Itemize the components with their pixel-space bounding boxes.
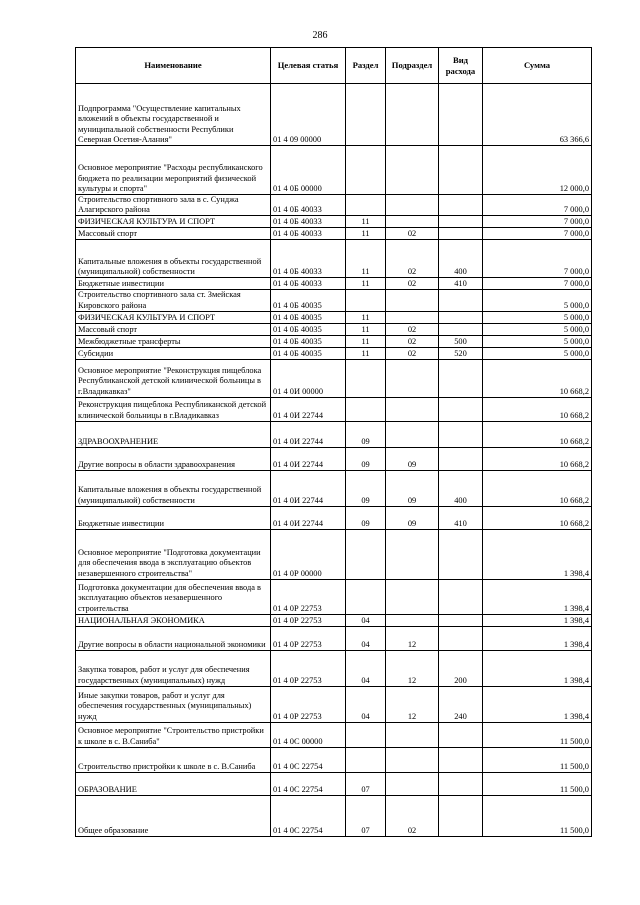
cell-code: 01 4 0И 00000 (271, 359, 346, 397)
cell-code: 01 4 0Б 40033 (271, 216, 346, 228)
cell-kind: 240 (439, 686, 483, 722)
cell-sum: 1 398,4 (483, 614, 592, 626)
cell-section (346, 195, 386, 216)
cell-name: Капитальные вложения в объекты государственной (муниципальной) собственности (76, 240, 271, 278)
cell-name: Общее образование (76, 795, 271, 836)
cell-sum: 12 000,0 (483, 146, 592, 195)
cell-subsection (386, 146, 439, 195)
cell-kind: 410 (439, 506, 483, 529)
cell-name: Капитальные вложения в объекты государственной (муниципальной) собственности (76, 470, 271, 506)
cell-sum: 11 500,0 (483, 772, 592, 795)
cell-kind: 400 (439, 470, 483, 506)
cell-section: 09 (346, 506, 386, 529)
cell-kind (439, 216, 483, 228)
table-row (76, 447, 592, 470)
cell-kind (439, 722, 483, 747)
cell-subsection: 02 (386, 228, 439, 240)
table-row (76, 359, 592, 397)
cell-section: 04 (346, 614, 386, 626)
cell-name: Другие вопросы в области национальной экономики (76, 626, 271, 650)
cell-section: 09 (346, 470, 386, 506)
cell-code: 01 4 0Б 40035 (271, 290, 346, 311)
cell-sum: 5 000,0 (483, 323, 592, 335)
budget-table (75, 47, 592, 837)
cell-code: 01 4 0Р 00000 (271, 529, 346, 579)
cell-name: Межбюджетные трансферты (76, 335, 271, 347)
cell-sum: 1 398,4 (483, 650, 592, 686)
cell-code: 01 4 0Р 22753 (271, 686, 346, 722)
cell-subsection (386, 722, 439, 747)
table-row (76, 228, 592, 240)
cell-sum: 10 668,2 (483, 506, 592, 529)
table-row (76, 216, 592, 228)
cell-kind (439, 579, 483, 614)
cell-kind (439, 772, 483, 795)
cell-code: 01 4 0И 22744 (271, 397, 346, 421)
cell-code: 01 4 0И 22744 (271, 447, 346, 470)
cell-name: ФИЗИЧЕСКАЯ КУЛЬТУРА И СПОРТ (76, 216, 271, 228)
cell-section (346, 359, 386, 397)
cell-kind (439, 747, 483, 772)
cell-subsection: 12 (386, 650, 439, 686)
cell-section (346, 290, 386, 311)
cell-subsection (386, 747, 439, 772)
cell-sum: 10 668,2 (483, 397, 592, 421)
cell-subsection: 09 (386, 470, 439, 506)
cell-kind (439, 795, 483, 836)
cell-subsection: 02 (386, 323, 439, 335)
cell-section (346, 529, 386, 579)
table-header-row (76, 48, 592, 84)
cell-code: 01 4 0Р 22753 (271, 579, 346, 614)
cell-code: 01 4 0И 22744 (271, 506, 346, 529)
table-row (76, 240, 592, 278)
table-row (76, 323, 592, 335)
cell-name: Подготовка документации для обеспечения ввода в эксплуатацию объектов незавершенного строительства (76, 579, 271, 614)
cell-kind: 410 (439, 278, 483, 290)
cell-name: ЗДРАВООХРАНЕНИЕ (76, 421, 271, 447)
header-section: Раздел (346, 48, 386, 84)
cell-sum: 7 000,0 (483, 278, 592, 290)
table-row (76, 397, 592, 421)
cell-sum: 11 500,0 (483, 747, 592, 772)
cell-subsection (386, 195, 439, 216)
cell-kind (439, 84, 483, 146)
cell-sum: 1 398,4 (483, 626, 592, 650)
cell-code: 01 4 0Б 40035 (271, 323, 346, 335)
cell-sum: 11 500,0 (483, 795, 592, 836)
cell-subsection (386, 397, 439, 421)
cell-subsection: 12 (386, 626, 439, 650)
cell-section (346, 579, 386, 614)
cell-sum: 7 000,0 (483, 240, 592, 278)
cell-name: Иные закупки товаров, работ и услуг для обеспечения государственных (муниципальных) нужд (76, 686, 271, 722)
table-row (76, 747, 592, 772)
cell-kind: 500 (439, 335, 483, 347)
table-row (76, 421, 592, 447)
header-code: Целевая статья (271, 48, 346, 84)
cell-name: ФИЗИЧЕСКАЯ КУЛЬТУРА И СПОРТ (76, 311, 271, 323)
cell-kind (439, 359, 483, 397)
cell-name: Основное мероприятие "Подготовка документации для обеспечения ввода в эксплуатацию объектов незавершенного строительства" (76, 529, 271, 579)
cell-section (346, 84, 386, 146)
cell-name: ОБРАЗОВАНИЕ (76, 772, 271, 795)
cell-sum: 10 668,2 (483, 470, 592, 506)
cell-kind (439, 228, 483, 240)
cell-name: Основное мероприятие "Реконструкция пищеблока Республиканской детской клинической больницы в г.Владикавказ" (76, 359, 271, 397)
header-name: Наименование (76, 48, 271, 84)
cell-name: Реконструкция пищеблока Республиканской детской клинической больницы в г.Владикавказ (76, 397, 271, 421)
cell-kind (439, 146, 483, 195)
cell-subsection (386, 579, 439, 614)
cell-code: 01 4 0Б 40033 (271, 195, 346, 216)
cell-subsection: 02 (386, 347, 439, 359)
table-row (76, 795, 592, 836)
table-row (76, 290, 592, 311)
cell-section (346, 747, 386, 772)
cell-subsection (386, 290, 439, 311)
table-row (76, 278, 592, 290)
cell-code: 01 4 0Б 00000 (271, 146, 346, 195)
cell-name: Подпрограмма "Осуществление капитальных вложений в объекты государственной и муниципальной собственности Республики Северная Осетия-Алания" (76, 84, 271, 146)
cell-section (346, 397, 386, 421)
cell-kind (439, 447, 483, 470)
cell-code: 01 4 0С 22754 (271, 747, 346, 772)
cell-code: 01 4 0Б 40033 (271, 240, 346, 278)
cell-sum: 5 000,0 (483, 290, 592, 311)
table-row (76, 347, 592, 359)
cell-code: 01 4 0Б 40033 (271, 228, 346, 240)
cell-kind (439, 323, 483, 335)
cell-code: 01 4 0Р 22753 (271, 626, 346, 650)
cell-subsection: 02 (386, 335, 439, 347)
cell-code: 01 4 0Р 22753 (271, 614, 346, 626)
cell-section: 11 (346, 335, 386, 347)
cell-code: 01 4 0Б 40033 (271, 278, 346, 290)
cell-subsection (386, 216, 439, 228)
cell-code: 01 4 0И 22744 (271, 421, 346, 447)
table-row (76, 470, 592, 506)
cell-sum: 1 398,4 (483, 529, 592, 579)
cell-subsection (386, 421, 439, 447)
cell-sum: 10 668,2 (483, 359, 592, 397)
table-row (76, 772, 592, 795)
cell-code: 01 4 0С 22754 (271, 772, 346, 795)
cell-code: 01 4 0Б 40035 (271, 335, 346, 347)
cell-sum: 63 366,6 (483, 84, 592, 146)
table-row (76, 335, 592, 347)
cell-name: Основное мероприятие "Расходы республиканского бюджета по реализации мероприятий физической культуры и спорта" (76, 146, 271, 195)
cell-kind (439, 195, 483, 216)
table-row (76, 146, 592, 195)
cell-section: 11 (346, 323, 386, 335)
cell-code: 01 4 0Р 22753 (271, 650, 346, 686)
cell-name: НАЦИОНАЛЬНАЯ ЭКОНОМИКА (76, 614, 271, 626)
table-row (76, 579, 592, 614)
cell-subsection (386, 772, 439, 795)
cell-subsection (386, 614, 439, 626)
table-row (76, 506, 592, 529)
cell-sum: 1 398,4 (483, 579, 592, 614)
cell-section: 04 (346, 626, 386, 650)
cell-section: 11 (346, 278, 386, 290)
cell-sum: 5 000,0 (483, 347, 592, 359)
cell-name: Массовый спорт (76, 323, 271, 335)
cell-name: Строительство спортивного зала в с. Сунджа Алагирского района (76, 195, 271, 216)
cell-section: 07 (346, 795, 386, 836)
table-row (76, 686, 592, 722)
cell-subsection: 09 (386, 506, 439, 529)
table-row (76, 614, 592, 626)
cell-sum: 11 500,0 (483, 722, 592, 747)
cell-name: Закупка товаров, работ и услуг для обеспечения государственных (муниципальных) нужд (76, 650, 271, 686)
cell-subsection (386, 359, 439, 397)
cell-sum: 7 000,0 (483, 216, 592, 228)
cell-section (346, 722, 386, 747)
table-row (76, 626, 592, 650)
cell-subsection (386, 311, 439, 323)
cell-section: 11 (346, 240, 386, 278)
cell-code: 01 4 0Б 40035 (271, 347, 346, 359)
page-number: 286 (312, 30, 328, 41)
cell-code: 01 4 0И 22744 (271, 470, 346, 506)
cell-section: 04 (346, 686, 386, 722)
cell-section: 11 (346, 347, 386, 359)
cell-subsection: 09 (386, 447, 439, 470)
table-row (76, 650, 592, 686)
cell-subsection: 02 (386, 795, 439, 836)
cell-subsection (386, 529, 439, 579)
cell-sum: 7 000,0 (483, 228, 592, 240)
cell-kind (439, 290, 483, 311)
cell-code: 01 4 09 00000 (271, 84, 346, 146)
cell-subsection: 02 (386, 240, 439, 278)
cell-kind (439, 614, 483, 626)
cell-sum: 10 668,2 (483, 421, 592, 447)
cell-kind: 520 (439, 347, 483, 359)
cell-kind (439, 421, 483, 447)
cell-subsection: 02 (386, 278, 439, 290)
cell-section: 07 (346, 772, 386, 795)
cell-section: 11 (346, 216, 386, 228)
cell-code: 01 4 0Б 40035 (271, 311, 346, 323)
cell-code: 01 4 0С 00000 (271, 722, 346, 747)
cell-kind (439, 397, 483, 421)
cell-name: Строительство пристройки к школе в с. В.Саниба (76, 747, 271, 772)
cell-code: 01 4 0С 22754 (271, 795, 346, 836)
cell-name: Другие вопросы в области здравоохранения (76, 447, 271, 470)
header-subsection: Подраздел (386, 48, 439, 84)
cell-kind: 200 (439, 650, 483, 686)
header-kind: Вид расхода (439, 48, 483, 84)
table-row (76, 195, 592, 216)
cell-section: 04 (346, 650, 386, 686)
cell-section: 09 (346, 421, 386, 447)
cell-kind (439, 529, 483, 579)
table-row (76, 722, 592, 747)
cell-kind (439, 311, 483, 323)
cell-name: Субсидии (76, 347, 271, 359)
header-sum: Сумма (483, 48, 592, 84)
cell-name: Строительство спортивного зала ст. Змейская Кировского района (76, 290, 271, 311)
cell-kind: 400 (439, 240, 483, 278)
cell-sum: 10 668,2 (483, 447, 592, 470)
cell-subsection: 12 (386, 686, 439, 722)
cell-name: Бюджетные инвестиции (76, 278, 271, 290)
cell-section: 11 (346, 228, 386, 240)
cell-name: Основное мероприятие "Строительство пристройки к школе в с. В.Саниба" (76, 722, 271, 747)
cell-name: Массовый спорт (76, 228, 271, 240)
cell-kind (439, 626, 483, 650)
cell-name: Бюджетные инвестиции (76, 506, 271, 529)
cell-subsection (386, 84, 439, 146)
table-row (76, 529, 592, 579)
cell-sum: 1 398,4 (483, 686, 592, 722)
cell-section: 09 (346, 447, 386, 470)
cell-sum: 5 000,0 (483, 335, 592, 347)
table-row (76, 311, 592, 323)
cell-section: 11 (346, 311, 386, 323)
cell-sum: 7 000,0 (483, 195, 592, 216)
cell-sum: 5 000,0 (483, 311, 592, 323)
cell-section (346, 146, 386, 195)
table-row (76, 84, 592, 146)
